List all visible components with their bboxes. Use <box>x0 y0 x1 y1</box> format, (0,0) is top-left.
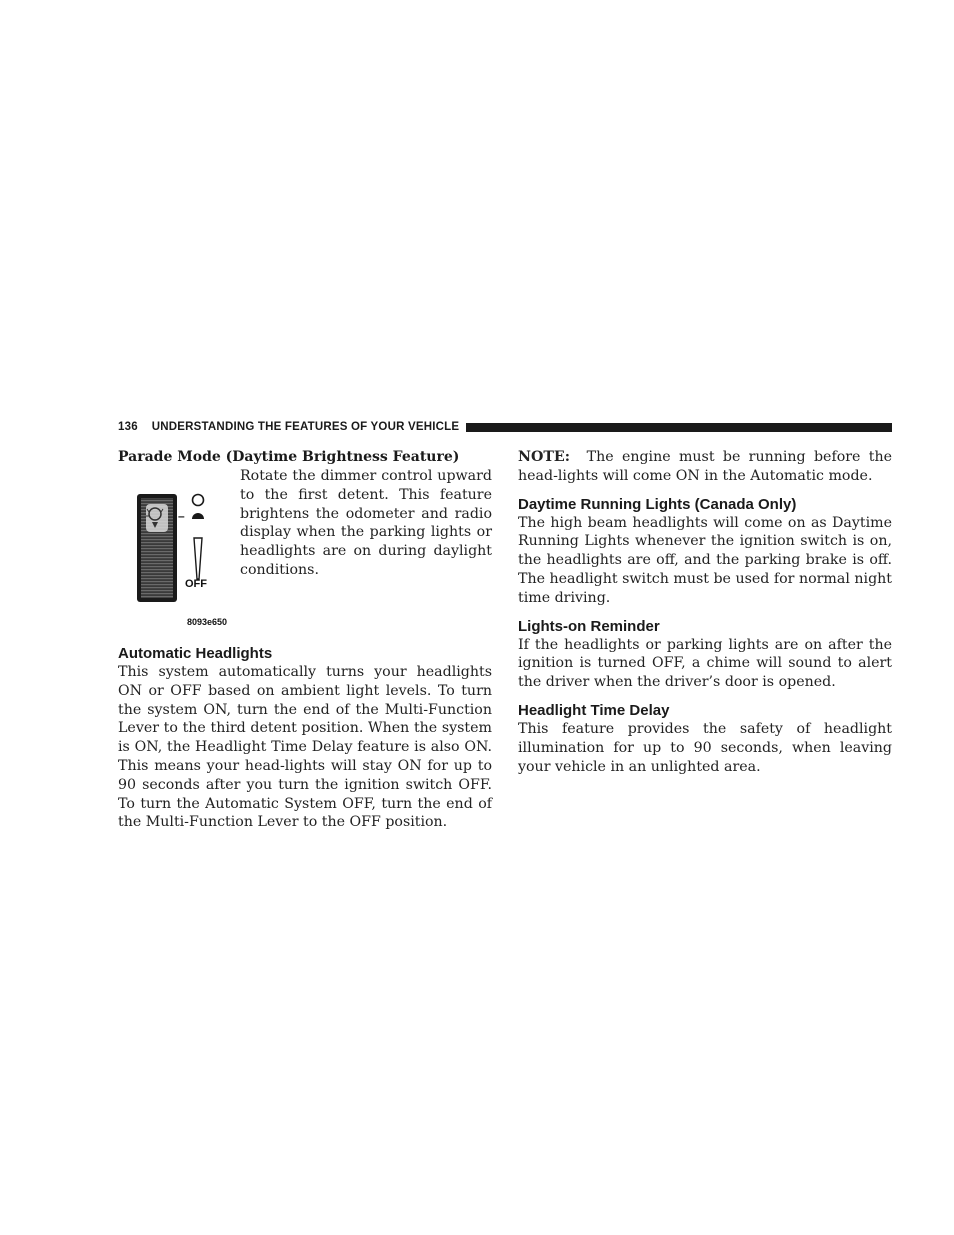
page-number: 136 <box>118 421 138 433</box>
dimmer-wheel-illustration <box>118 467 240 607</box>
parade-mode-text <box>240 467 492 607</box>
daytime-running-lights-heading: Daytime Running Lights (Canada Only) <box>518 495 797 513</box>
parade-mode-paragraph: Rotate the dimmer control upward to the first detent. This feature brightens the odometer and radio display when the parking lights or headlights are on during daylight conditions. <box>240 468 492 578</box>
section-title: UNDERSTANDING THE FEATURES OF YOUR VEHICLE <box>151 421 460 433</box>
headlight-time-delay-paragraph: This feature provides the safety of headlight illumination for up to 90 seconds, when leaving your vehicle in an unlighted area. <box>518 720 892 775</box>
note-paragraph <box>518 448 892 486</box>
lights-on-reminder-paragraph: If the headlights or parking lights are on after the ignition is turned OFF, a chime will sound to alert the driver when the driver’s door is opened. <box>518 636 892 691</box>
parade-mode-heading: Parade Mode (Daytime Brightness Feature) <box>118 449 460 465</box>
note-text: The engine must be running before the head-lights will come ON in the Automatic mode. <box>518 449 892 484</box>
note-label: NOTE: <box>518 449 570 465</box>
headlight-time-delay-heading: Headlight Time Delay <box>518 701 670 719</box>
lights-on-reminder-heading: Lights-on Reminder <box>518 617 660 635</box>
figure-code: 8093e650 <box>187 617 228 627</box>
header-rule <box>466 423 892 432</box>
page-header <box>118 419 892 435</box>
off-label: OFF <box>185 578 207 590</box>
parade-mode-section <box>118 467 492 607</box>
automatic-headlights-paragraph: This system automatically turns your headlights ON or OFF based on ambient light levels. To turn the system ON, turn the end of the Multi-Function Lever to the third detent position. When the system is ON, the Headlight Time Delay feature is also ON. This means your head-lights will stay ON for up to 90 seconds after you turn the ignition switch OFF. To turn the Automatic System OFF, turn the end of the Multi-Function Lever to the OFF position. <box>118 664 492 831</box>
left-column <box>118 448 492 832</box>
right-column <box>518 448 892 776</box>
automatic-headlights-heading: Automatic Headlights <box>118 645 273 662</box>
dimmer-control-figure <box>118 467 240 607</box>
daytime-running-lights-paragraph: The high beam headlights will come on as Daytime Running Lights whenever the ignition switch is on, the headlights are off, and the parking brake is off. The headlight switch must be used for normal night time driving. <box>518 514 892 606</box>
dash-label: – <box>178 509 185 523</box>
